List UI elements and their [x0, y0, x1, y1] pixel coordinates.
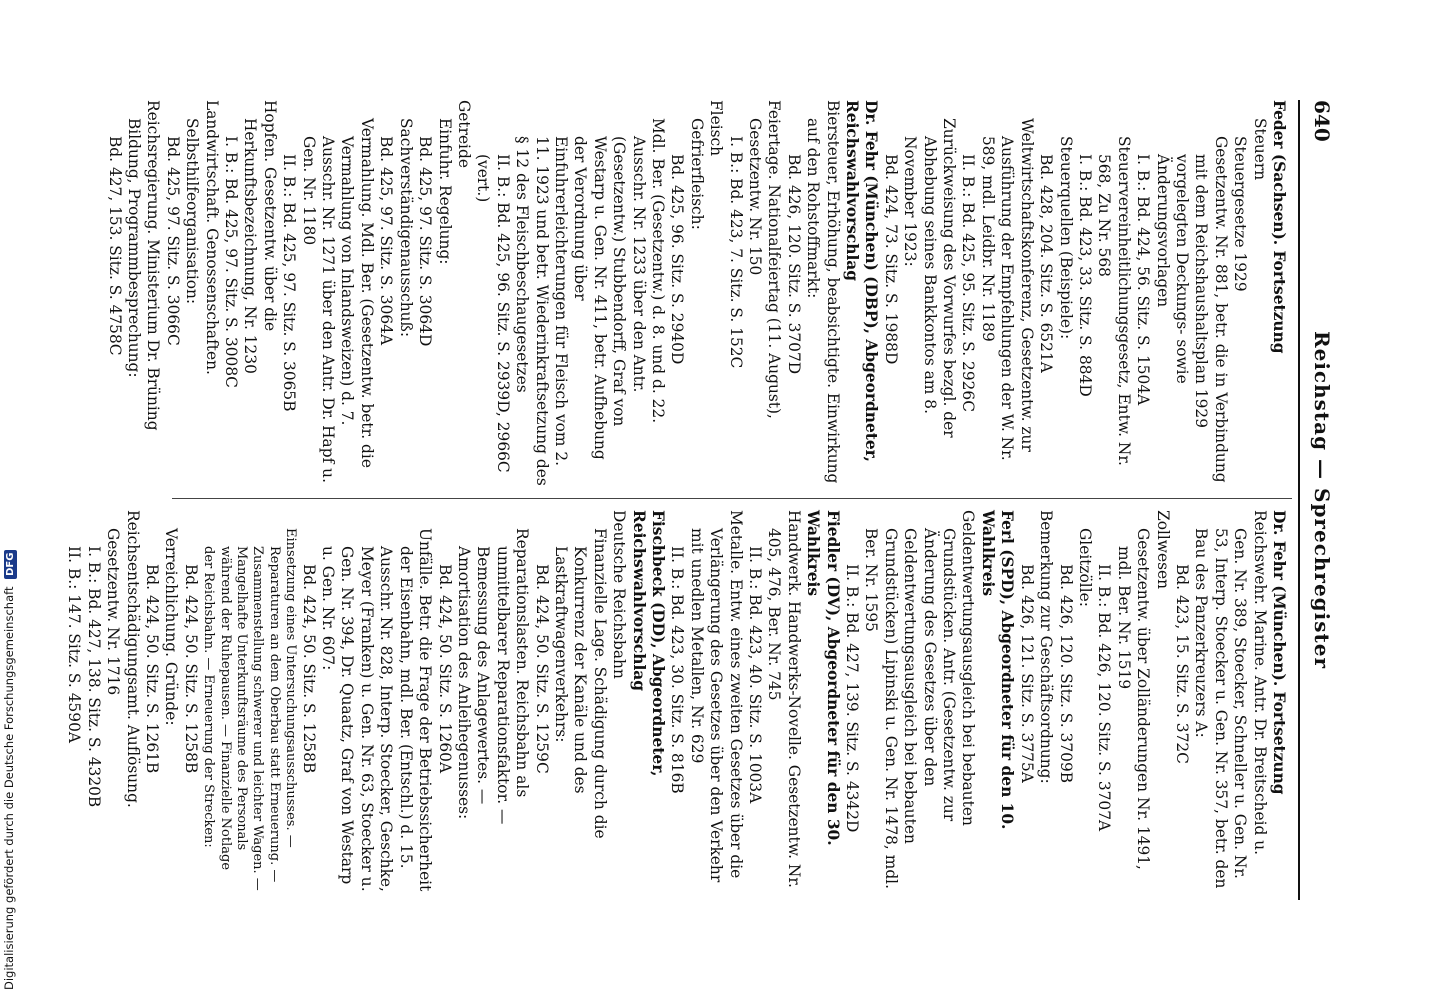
register-entry: Bd. 426, 120. Sitz. S. 3707D [784, 154, 803, 375]
register-entry: Metalle. Entw. eines zweiten Gesetzes über die Verlängerung des Gesetzes über den Verkehr mit unedlen Metallen, Nr. 629 [687, 510, 745, 883]
register-entry: Bd. 424, 50. Sitz. S. 1260A [435, 564, 454, 774]
register-entry: Zurückweisung des Vorwurfes bezgl. der Abhebung seines Bankkontos am 8. November 1923: [901, 118, 959, 438]
register-entry-heading: Dr. Fehr (München) (DBP), Abgeordneter, Reichswahlvorschlag [843, 100, 881, 463]
register-entry-heading: Ferl (SPD), Abgeordneter für den 10. Wahlkreis [978, 510, 1017, 830]
register-entry-heading: Dr. Fehr (München). Fortsetzung [1270, 510, 1288, 795]
register-entry: Finanzielle Lage. Schädigung durch die Konkurrenz der Kanäle und des Lastkraftwagenverkehrs: [551, 528, 609, 839]
register-entry: Bd. 426, 121. Sitz. S. 3775A [1017, 564, 1036, 783]
register-entry: Gesetzentw. Nr. 881, betr. die in Verbindung mit dem Reichshaushaltsplan 1929 vorgelegten Deckungs- sowie Änderungsvorlagen [1153, 136, 1230, 483]
register-entry: Steuervereinheitlichungsgesetz, Entw. Nr. 568, Zu Nr. 568 [1095, 136, 1133, 466]
register-entry: Bd. 424, 50. Sitz. S. 1258B [299, 564, 318, 774]
register-entry: Reparationslasten. Reichsbahn als unmittelbarer Reparationsfaktor. — Bemessung des Anlagewertes. — Amortisation des Anleihegenusses: [454, 528, 532, 825]
register-entry: Bd. 423, 15. Sitz. S. 372C [1172, 564, 1191, 764]
register-entry: Getreide [454, 100, 473, 168]
register-entry: I. B.: Bd. 425, 97. Sitz. S. 3008C [222, 136, 241, 388]
footer-text: Digitalisierung gefördert durch die Deutsche Forschungsgemeinschaft [2, 586, 16, 990]
register-entry: Steuergesetze 1929 [1231, 136, 1250, 292]
register-entry: I. B.: Bd. 424, 56. Sitz. S. 1504A [1134, 154, 1153, 406]
register-entry: Reichsentschädigungsamt. Auflösung. Gesetzentw. Nr. 1716 [104, 510, 142, 808]
register-entry: Sachverständigenausschuß: [396, 118, 415, 338]
register-entry-heading: Fischbeck (DD), Abgeordneter, Reichswahlvorschlag [629, 510, 667, 777]
register-entry: Hopfen. Gesetzentw. über die Herkunftsbezeichnung, Nr. 1230 [241, 100, 279, 374]
register-entry: Einsetzung eines Untersuchungsausschusses. — Reparaturen an dem Oberbau statt Erneuerung. — Zusammenstellung schwerer und leichter Wagen. — Mangelhafte Unterkunftsräume des Personals während der Ruhepausen. — Finanzielle Notlage der Reichsbahn. — Erneuerung der Strecken: [201, 528, 299, 891]
register-entry: II. B.: Bd. 426, 120. Sitz. S. 3707A [1095, 564, 1114, 832]
register-entry-heading: Fiedler (DV), Abgeordneter für den 30. Wahlkreis [804, 510, 842, 846]
register-entry: Bd. 424, 73. Sitz. S. 1988D [881, 154, 900, 365]
register-entry: I. B.: Bd. 423, 7. Sitz. S. 152C [726, 136, 745, 369]
register-entry: Verreichlichung. Gründe: [162, 528, 181, 726]
register-entry: Vermahlung. Mdl. Ber. (Gesetzentw. betr. die Vermahlung von Inlandsweizen) d. 7. Ausschr. Nr. 1271 über den Antr. Dr. Hapf u. Gen. Nr. 1180 [299, 118, 376, 483]
page-title: Reichstag — Sprechregister [1310, 330, 1334, 670]
scanned-page [65, 100, 1340, 900]
register-entry: Einfuhr. Regelung: [435, 118, 454, 265]
register-entry: Unfälle. Betr. die Frage der Betriebssicherheit der Eisenbahn, mdl. Ber. (Entschl.) d. 15. Ausschr. Nr. 828, Interp. Stoecker, Geschke, Meyer (Franken) u. Gen. Nr. 63, Stoecker u. Gen. Nr. 394, Dr. Quaatz, Graf von Westarp u. Gen. Nr. 607: [319, 528, 435, 892]
register-entry: Bd. 425, 96. Sitz. S. 2940D [668, 154, 687, 365]
register-entry: II. B.: Bd. 427, 139. Sitz. S. 4342D [843, 564, 862, 833]
register-entry: Bd. 424, 50. Sitz. S. 1258B [181, 564, 200, 774]
register-entry: Bd. 425, 97. Sitz. S. 3064D [416, 136, 435, 347]
register-entry: Weltwirtschaftskonferenz, Gesetzentw. zur Ausführung der Empfehlungen der W. Nr. 589, mdl. Leidbr. Nr. 1189 [978, 118, 1036, 461]
register-entry: I. B.: Bd. 423, 33. Sitz. S. 884D [1075, 154, 1094, 397]
column-divider [172, 498, 1292, 499]
register-entry: Mdl. Ber. (Gesetzentw.) d. 8. und d. 22. Ausschr. Nr. 1233 über den Antr. (Gesetzentw.) Stubbendorff, Graf von Westarp u. Gen. Nr. 411, betr. Aufhebung der Verordnung über Einfuhrerleichterungen für Fleisch vom 2. 11. 1923 und betr. Wiederinkraftsetzung des § 12 des Fleischbeschaugesetzes [513, 118, 667, 486]
register-entry: Fleisch [707, 100, 726, 157]
register-entry: Reichswehr. Marine. Antr. Dr. Breitscheid u. Gen. Nr. 389, Stoecker, Schneller u. Gen. Nr. 53, Interp. Stoecker u. Gen. Nr. 357, betr. den Bau des Panzerkreuzers A: [1192, 510, 1269, 889]
register-entry: Bd. 424, 50. Sitz. S. 1259C [532, 564, 551, 774]
right-column [64, 510, 1288, 896]
register-entry: Steuerquellen (Beispiele): [1056, 136, 1075, 340]
register-entry: II. B.: Bd. 425, 97. Sitz. S. 3065B [280, 154, 299, 412]
register-entry: II. B.: Bd. 425, 95. Sitz. S. 2926C [959, 154, 978, 412]
register-entry: Bd. 425, 97. Sitz. S. 3066C [163, 136, 182, 346]
register-entry-heading: Feder (Sachsen). Fortsetzung [1270, 100, 1288, 354]
register-entry: Steuern [1250, 118, 1269, 181]
register-entry: Zollwesen [1153, 510, 1172, 590]
register-entry: Bd. 428, 204. Sitz. S. 6521A [1037, 154, 1056, 373]
register-entry: Biersteuer, Erhöhung, beabsichtigte. Einwirkung auf den Rohstoffmarkt: [804, 100, 842, 484]
dfg-logo: DFG [4, 550, 17, 579]
register-entry: Bd. 425, 97. Sitz. S. 3064A [377, 136, 396, 346]
register-entry: Geldentwertungsausgleich bei bebauten Grundstücken. Antr. (Gesetzentw. zur Änderung des Gesetzes über den Geldentwertungsausgleich bei bebauten Grundstücken) Lipinski u. Gen. Nr. 1478, mdl. Ber. Nr. 1595 [862, 510, 978, 889]
register-entry: Gesetzentw. über Zolländerungen Nr. 1491, mdl. Ber. Nr. 1519 [1114, 528, 1153, 870]
register-entry: Landwirtschaft. Genossenschaften. Selbsthilfeorganisation: [183, 100, 221, 375]
register-entry: II. B.: 147. Sitz. S. 4590A [65, 546, 84, 743]
register-entry: Gefrierfleisch: [687, 118, 706, 230]
register-entry: Bd. 426, 120. Sitz. S. 3709B [1056, 564, 1075, 784]
register-entry: Bd. 427, 153. Sitz. S. 4758C [105, 136, 124, 356]
left-column [104, 100, 1288, 486]
register-entry: Bd. 424, 50. Sitz. S. 1261B [143, 564, 162, 774]
register-entry: (vert.) [474, 154, 493, 203]
register-entry: II. B.: Bd. 425, 96. Sitz. S. 2939D, 2966C [493, 154, 512, 473]
register-entry: Bemerkung zur Geschäftsordnung: [1037, 510, 1056, 784]
register-entry: Gleitzölle: [1075, 528, 1094, 607]
register-entry: II. B.: Bd. 423, 30. Sitz. S. 816B [668, 546, 687, 794]
register-entry: Feiertage. Nationalfeiertag (11. August), Gesetzentw. Nr. 150 [746, 100, 784, 419]
register-entry: Reichsregierung. Ministerium Dr. Brüning Bildung, Programmbesprechung: [125, 100, 163, 431]
page-number: 640 [1310, 100, 1334, 142]
register-entry: II. B.: Bd. 423, 40. Sitz. S. 1003A [746, 546, 765, 804]
register-entry: I. B.: Bd. 427, 138. Sitz. S. 4320B [84, 546, 103, 808]
digitization-footer [2, 0, 17, 990]
register-entry: Handwerk. Handwerks-Novelle. Gesetzentw. Nr. 405, 476, Ber. Nr. 745 [765, 510, 803, 888]
page-header [1298, 100, 1340, 900]
register-entry: Deutsche Reichsbahn [610, 510, 629, 679]
